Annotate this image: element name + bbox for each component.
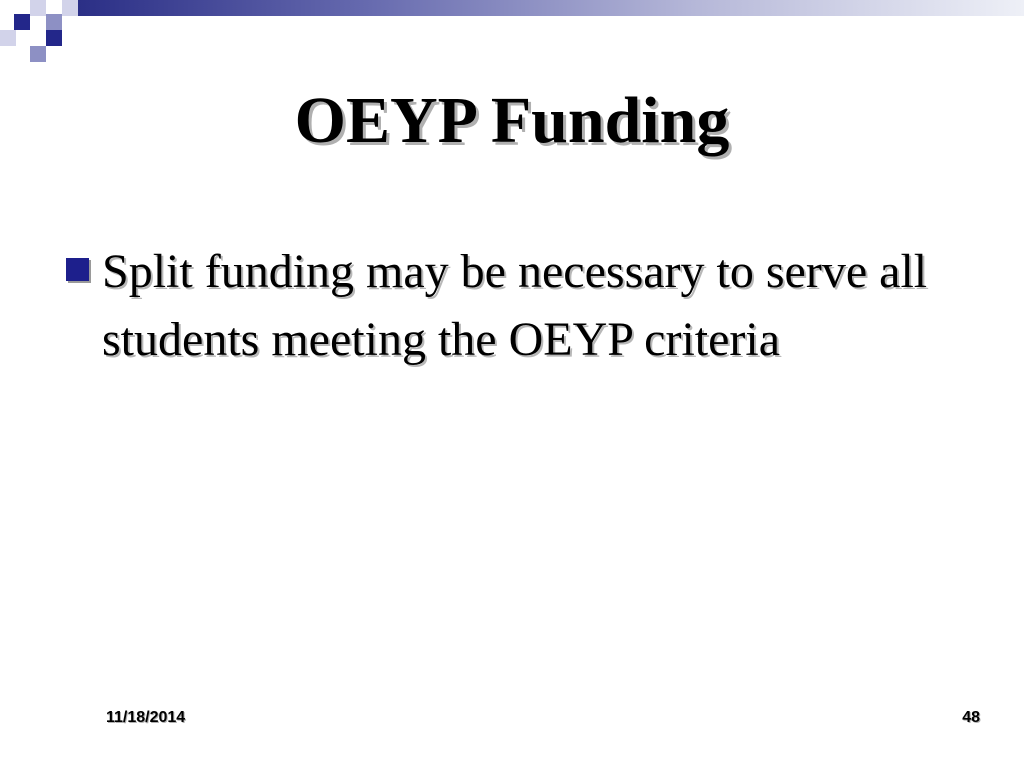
top-decoration (0, 0, 1024, 62)
header-gradient-bar (78, 0, 1024, 16)
footer-page-number: 48 (962, 709, 980, 726)
square-bullet-icon (66, 258, 89, 281)
footer-date: 11/18/2014 (106, 709, 186, 726)
decor-square (30, 46, 46, 62)
slide-title: OEYP Funding (294, 84, 730, 157)
bullet-item (64, 238, 964, 374)
decor-square (0, 30, 16, 46)
decor-square (30, 0, 46, 16)
decor-square (62, 0, 78, 16)
decor-square (14, 14, 30, 30)
decor-square (46, 30, 62, 46)
bullet-text: Split funding may be necessary to serve all students meeting the OEYP criteria (102, 245, 928, 366)
bullet-list (64, 238, 964, 374)
decor-square (46, 14, 62, 30)
